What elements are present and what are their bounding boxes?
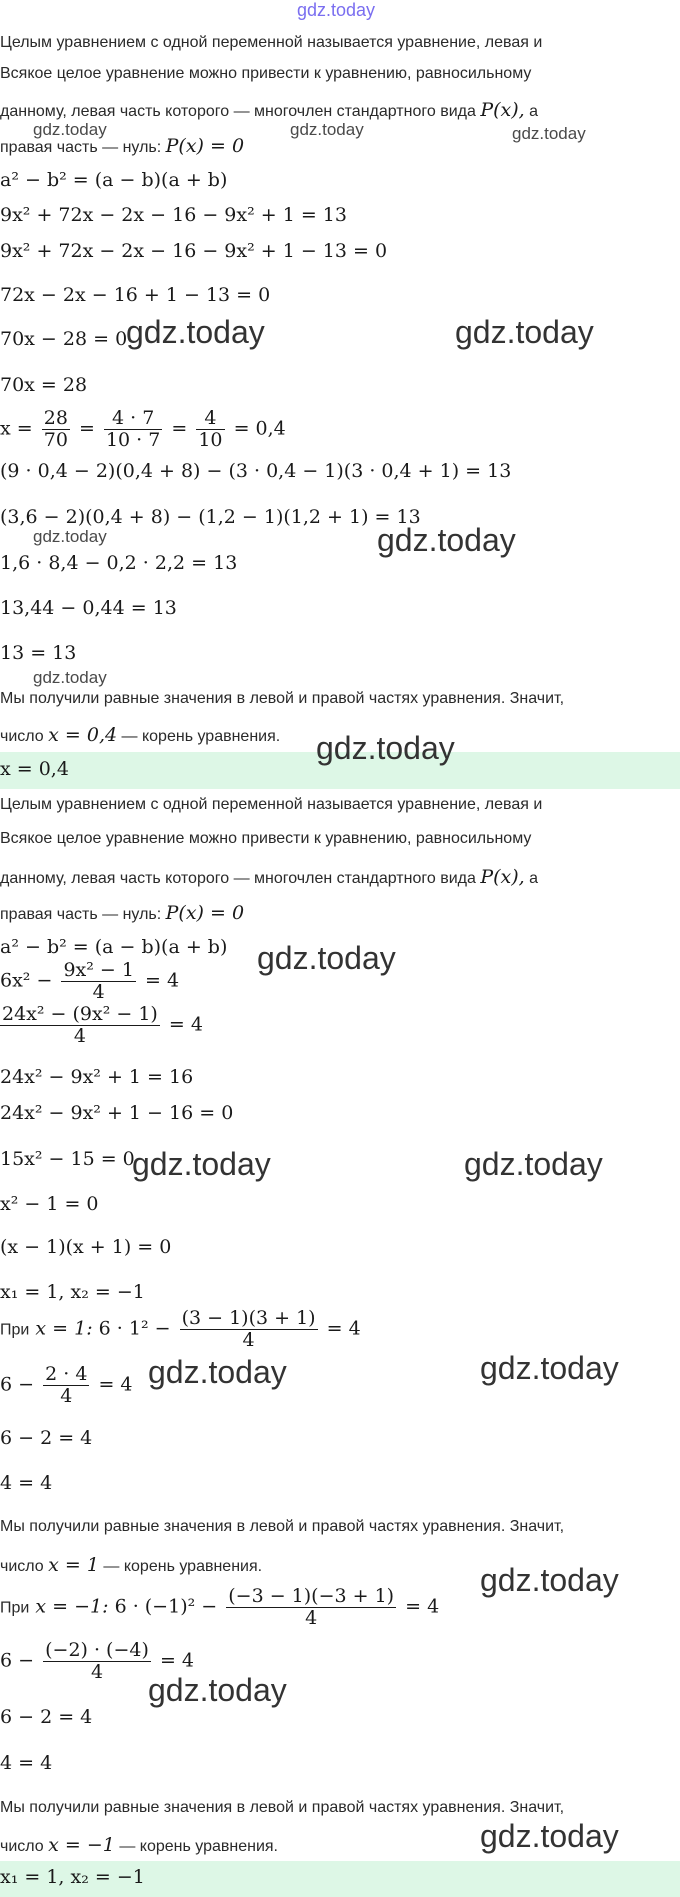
check-lhs: 6 −: [0, 1649, 35, 1672]
step-line: (x − 1)(x + 1) = 0: [0, 1236, 172, 1258]
theory-line-3-text: данному, левая часть которого — многочлен стандартного вида: [0, 103, 476, 120]
fraction-denominator: 4: [60, 1384, 73, 1407]
fraction-numerator: 4 · 7: [104, 408, 162, 430]
theory-line-3-text: данному, левая часть которого — многочлен стандартного вида: [0, 870, 476, 887]
fraction-numerator: 9x² − 1: [63, 959, 134, 981]
equals-sign: =: [78, 417, 95, 440]
fraction-denominator: 10: [198, 428, 223, 451]
theory-line-4-math: P(x) = 0: [165, 135, 245, 157]
step-line: x₁ = 1, x₂ = −1: [0, 1281, 145, 1303]
solve-result: = 0,4: [233, 417, 286, 440]
step-line: 72x − 2x − 16 + 1 − 13 = 0: [0, 284, 271, 306]
watermark: gdz.today: [316, 730, 455, 766]
check-line: 13 = 13: [0, 642, 77, 664]
watermark: gdz.today: [480, 1818, 619, 1854]
conclusion-math: x = 0,4: [48, 724, 118, 746]
check-line: 13,44 − 0,44 = 13: [0, 597, 177, 619]
fraction: [196, 408, 224, 451]
step-line: 70x = 28: [0, 374, 88, 396]
theory-line-2: Всякое целое уравнение можно привести к уравнению, равносильному: [0, 65, 532, 82]
fraction-numerator: (−2) · (−4): [45, 1639, 149, 1661]
check-lhs: 6 −: [0, 1373, 35, 1396]
fraction-numerator: 2 · 4: [45, 1363, 88, 1385]
theory-line-4-text: правая часть — нуль:: [0, 139, 162, 156]
theory-line-1: Целым уравнением с одной переменной называется уравнение, левая и: [0, 34, 543, 51]
theory-line-3-math: P(x),: [480, 99, 525, 121]
check-lhs: 6 · 1² −: [98, 1317, 171, 1340]
check-rhs: = 4: [326, 1317, 361, 1340]
equation-rhs: = 4: [168, 1013, 203, 1036]
fraction-numerator: 24x² − (9x² − 1): [2, 1003, 158, 1025]
conclusion-line-1: Мы получили равные значения в левой и правой частях уравнения. Значит,: [0, 1518, 565, 1535]
watermark: gdz.today: [33, 120, 107, 139]
conclusion-text: число: [0, 1838, 44, 1855]
check-lhs: 6 · (−1)² −: [114, 1595, 218, 1618]
fraction: [0, 1004, 160, 1047]
top-watermark: gdz.today: [297, 0, 376, 20]
check-condition: x = 1:: [35, 1317, 93, 1340]
check-x1-line: [0, 1308, 361, 1351]
theory-line-4-text: правая часть — нуль:: [0, 906, 162, 923]
answer-1: x = 0,4: [0, 758, 69, 780]
theory-line-2: Всякое целое уравнение можно привести к уравнению, равносильному: [0, 830, 532, 847]
conclusion-text: — корень уравнения.: [119, 1838, 278, 1855]
fraction-numerator: (3 − 1)(3 + 1): [181, 1307, 316, 1329]
fraction: [43, 1640, 151, 1683]
watermark: gdz.today: [33, 527, 107, 546]
step-line: 24x² − 9x² + 1 = 16: [0, 1066, 194, 1088]
conclusion-line-1: Мы получили равные значения в левой и правой частях уравнения. Значит,: [0, 690, 565, 707]
fraction: [61, 960, 136, 1003]
watermark: gdz.today: [126, 314, 265, 350]
step-line: 9x² + 72x − 2x − 16 − 9x² + 1 − 13 = 0: [0, 240, 388, 262]
check-x1-substep: [0, 1364, 133, 1407]
check-x2-line: [0, 1586, 439, 1629]
check-rhs: = 4: [405, 1595, 440, 1618]
check-condition: x = −1:: [35, 1595, 109, 1618]
theory-line-3-tail: а: [529, 870, 539, 887]
conclusion-math: x = −1: [48, 1834, 115, 1856]
fraction-numerator: 4: [196, 408, 224, 430]
equation-line: [0, 1004, 203, 1047]
conclusion-line-1: Мы получили равные значения в левой и правой частях уравнения. Значит,: [0, 1799, 565, 1816]
fraction-denominator: 70: [43, 428, 68, 451]
fraction-denominator: 4: [242, 1328, 255, 1351]
step-line: 24x² − 9x² + 1 − 16 = 0: [0, 1102, 234, 1124]
watermark: gdz.today: [33, 668, 107, 687]
step-line: x² − 1 = 0: [0, 1193, 99, 1215]
conclusion-line-2: [0, 1554, 262, 1576]
identity-formula: a² − b² = (a − b)(a + b): [0, 169, 228, 191]
answer-2: x₁ = 1, x₂ = −1: [0, 1866, 145, 1888]
watermark: gdz.today: [464, 1146, 603, 1182]
step-line: 9x² + 72x − 2x − 16 − 9x² + 1 = 13: [0, 204, 347, 226]
fraction-denominator: 10 · 7: [105, 428, 161, 451]
theory-line-1: Целым уравнением с одной переменной называется уравнение, левая и: [0, 796, 543, 813]
check-line: (3,6 − 2)(0,4 + 8) − (1,2 − 1)(1,2 + 1) = 13: [0, 506, 421, 528]
theory-line-4: [0, 902, 244, 924]
theory-line-3-math: P(x),: [480, 866, 525, 888]
watermark: gdz.today: [480, 1562, 619, 1598]
theory-line-4-math: P(x) = 0: [165, 902, 245, 924]
fraction-denominator: 4: [90, 1660, 104, 1683]
check-line: (9 · 0,4 − 2)(0,4 + 8) − (3 · 0,4 − 1)(3 · 0,4 + 1) = 13: [0, 460, 512, 482]
step-line: 70x − 28 = 0: [0, 328, 128, 350]
theory-line-3-tail: а: [529, 103, 539, 120]
watermark: gdz.today: [455, 314, 594, 350]
theory-line-3: [0, 866, 538, 888]
fraction: [104, 408, 162, 451]
watermark: gdz.today: [512, 124, 586, 143]
check-line: 6 − 2 = 4: [0, 1706, 93, 1728]
step-line: 15x² − 15 = 0: [0, 1148, 135, 1170]
fraction: [180, 1308, 318, 1351]
equation-lhs: 6x² −: [0, 969, 53, 992]
fraction-denominator: 4: [73, 1024, 86, 1047]
fraction: [43, 1364, 89, 1407]
watermark: gdz.today: [148, 1672, 287, 1708]
conclusion-line-2: [0, 724, 280, 746]
fraction-denominator: 4: [305, 1606, 318, 1629]
conclusion-text: — корень уравнения.: [121, 728, 281, 745]
identity-formula: a² − b² = (a − b)(a + b): [0, 936, 228, 958]
conclusion-line-2: [0, 1834, 278, 1856]
conclusion-text: число: [0, 728, 44, 745]
conclusion-text: — корень уравнения.: [103, 1558, 263, 1575]
check-rhs: = 4: [98, 1373, 133, 1396]
watermark: gdz.today: [377, 522, 516, 558]
equation-rhs: = 4: [145, 969, 180, 992]
watermark: gdz.today: [257, 940, 396, 976]
solve-lhs: x =: [0, 417, 33, 440]
equals-sign: =: [171, 417, 188, 440]
check-prefix: При: [0, 1599, 30, 1617]
check-prefix: При: [0, 1321, 30, 1339]
fraction: [226, 1586, 396, 1629]
watermark: gdz.today: [148, 1354, 287, 1390]
check-line: 6 − 2 = 4: [0, 1427, 93, 1449]
watermark: gdz.today: [290, 120, 364, 139]
fraction: [42, 408, 70, 451]
fraction-numerator: (−3 − 1)(−3 + 1): [228, 1585, 395, 1607]
check-line: 4 = 4: [0, 1752, 53, 1774]
check-line: 1,6 · 8,4 − 0,2 · 2,2 = 13: [0, 552, 238, 574]
equation-line: [0, 960, 179, 1003]
fraction-denominator: 4: [92, 980, 105, 1003]
conclusion-math: x = 1: [48, 1554, 99, 1576]
conclusion-text: число: [0, 1558, 44, 1575]
watermark: gdz.today: [480, 1350, 619, 1386]
check-line: 4 = 4: [0, 1472, 53, 1494]
theory-line-4: [0, 135, 244, 157]
watermark: gdz.today: [132, 1146, 271, 1182]
fraction-numerator: 28: [43, 407, 68, 429]
theory-line-3: [0, 99, 538, 121]
check-rhs: = 4: [159, 1649, 195, 1672]
solve-line: [0, 408, 286, 451]
